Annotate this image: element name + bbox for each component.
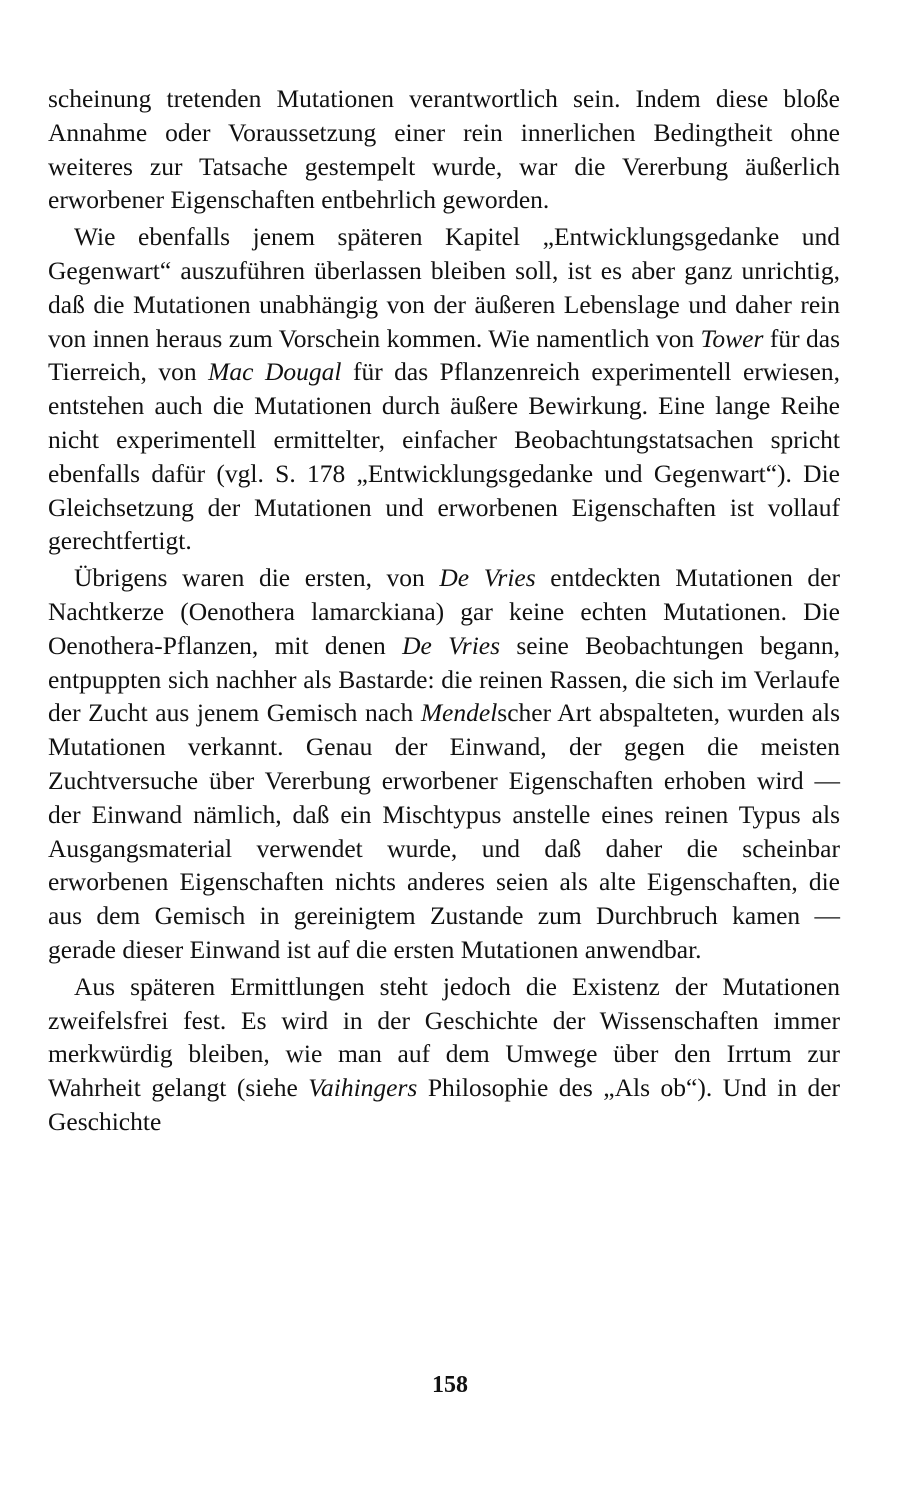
text-run: Aus späteren Ermittlungen steht jedoch die Existenz der Mutationen zweifelsfrei fest. Es wird in der Geschichte der Wissenschaften immer merkwürdig bleiben, wie man auf dem Umwege über den Irrtum zur Wahrheit gelangt (siehe <box>48 971 840 1103</box>
paragraph-4 <box>48 970 840 1139</box>
text-run: scher Art abspalteten, wurden als Mutationen verkannt. Genau der Einwand, der gegen die meisten Zuchtversuche über Vererbung erworbener Eigenschaften erhoben wird — der Einwand nämlich, daß ein Mischtypus anstelle eines reinen Typus als Ausgangsmaterial verwendet wurde, und daß daher die scheinbar erworbenen Eigenschaften nichts anderes seien als alte Eigenschaften, die aus dem Gemisch in gereinigtem Zustande zum Durchbruch kamen — gerade dieser Einwand ist auf die ersten Mutationen anwendbar. <box>48 698 841 964</box>
paragraph-1 <box>48 82 840 217</box>
italic-name: De Vries <box>402 630 501 660</box>
italic-name: Vaihingers <box>308 1073 418 1103</box>
text-run: entdeckten Mutationen der Nachtkerze (Oenothera lamarckiana) gar keine echten Mutationen. Die Oenothera-Pflanzen, mit denen <box>48 563 840 660</box>
text-run: Übrigens waren die ersten, von <box>74 563 440 593</box>
italic-name: De Vries <box>439 563 536 593</box>
text-run: für das Tierreich, von <box>48 323 840 387</box>
italic-name: Tower <box>700 323 764 353</box>
text-run: scheinung tretenden Mutationen verantwortlich sein. Indem diese bloße Annahme oder Voraussetzung einer rein innerlichen Bedingtheit ohne weiteres zur Tatsache gestempelt wurde, war die Vererbung äußerlich erworbener Eigenschaften entbehrlich geworden. <box>48 84 840 215</box>
text-run: Philosophie des „Als ob“). Und in der Geschichte <box>48 1073 841 1136</box>
page-body <box>48 82 840 1142</box>
italic-name: Mac Dougal <box>208 357 342 387</box>
text-run: für das Pflanzenreich experimentell erwiesen, entstehen auch die Mutationen durch äußere Bewirkung. Eine lange Reihe nicht experimentell ermittelter, einfacher Beobachtungstatsachen spricht ebenfalls dafür (vgl. S. 178 „Entwicklungsgedanke und Gegenwart“). Die Gleichsetzung der Mutationen und erworbenen Eigenschaften ist vollauf gerechtfertigt. <box>48 357 841 556</box>
italic-name: Mendel <box>420 698 498 728</box>
page-number: 158 <box>432 1372 468 1398</box>
paragraph-2 <box>48 220 840 558</box>
text-run: seine Beobachtungen begann, entpuppten sich nachher als Bastarde: die reinen Rassen, die sich im Verlaufe der Zucht aus jenem Gemisch nach <box>48 630 840 728</box>
text-run: Wie ebenfalls jenem späteren Kapitel „Entwicklungsgedanke und Gegenwart“ auszuführen überlassen bleiben soll, ist es aber ganz unrichtig, daß die Mutationen unabhängig von der äußeren Lebenslage und daher rein von innen heraus zum Vorschein kommen. Wie namentlich von <box>48 222 840 353</box>
paragraph-3 <box>48 561 840 967</box>
